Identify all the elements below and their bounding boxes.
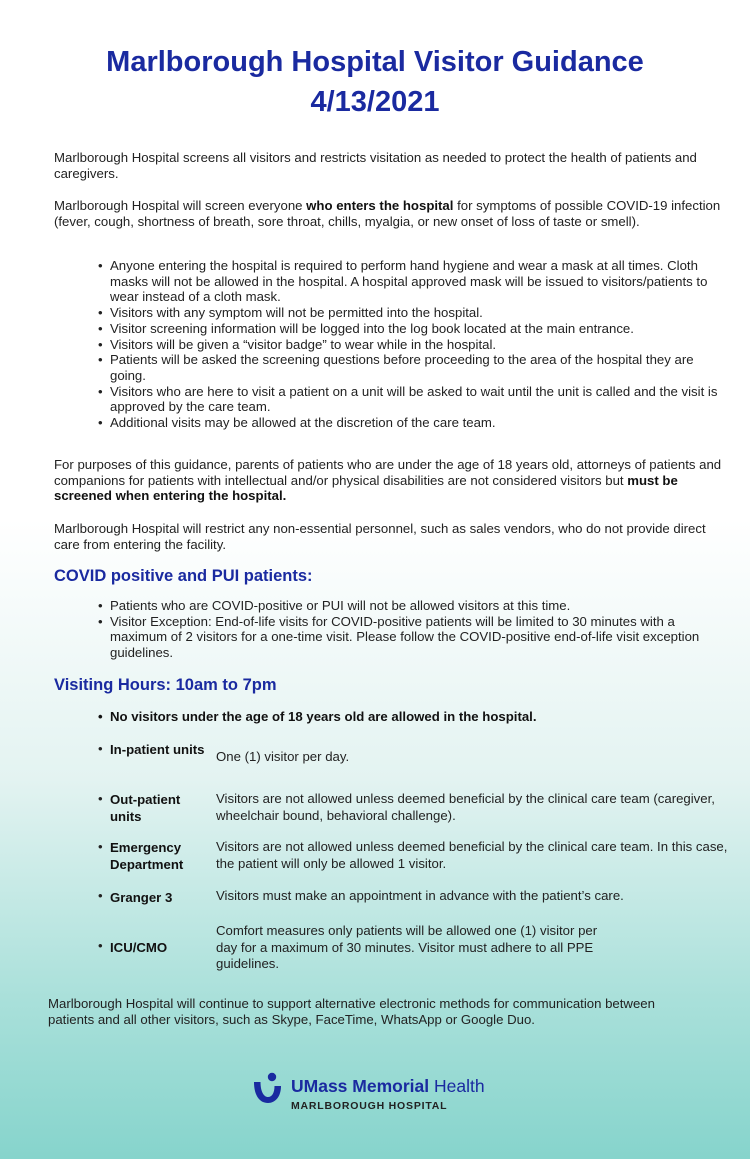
bullet: • [98,839,103,854]
list-item: • Patients will be asked the screening questions before proceeding to the area of the hospital they are going. [98,352,726,383]
covid-rules-list [98,598,726,661]
list-item: • Visitor Exception: End-of-life visits for COVID-positive patients will be limited to 30 minutes with a maximum of 2 visitors for a one-time visit. Please follow the COVID-positive end-of-life visit exception guidelines. [98,614,726,661]
covid-heading: COVID positive and PUI patients: [54,567,313,585]
unit-name: Granger 3 [110,890,173,905]
list-item: • Visitors with any symptom will not be permitted into the hospital. [98,305,726,321]
list-item: • Visitors will be given a “visitor badge” to wear while in the hospital. [98,337,726,353]
age-rule: • No visitors under the age of 18 years old are allowed in the hospital. [98,709,726,725]
umass-memorial-logo [251,1072,511,1116]
unit-rule: Visitors are not allowed unless deemed beneficial by the clinical care team (caregiver, wheelchair bound, behavioral challenge). [216,791,715,823]
purposes-text-bold: must be screened when entering the hospital. [54,472,678,504]
bullet: • [98,741,103,756]
logo-name [291,1076,485,1097]
unit-name: ICU/CMO [110,940,168,955]
screening-text-bold: who enters the hospital [306,198,454,213]
umass-logo-icon [251,1072,285,1106]
unit-name: In-patient units [110,742,205,757]
unit-rule: One (1) visitor per day. [216,749,350,764]
purposes-paragraph [54,457,724,504]
closing-paragraph: Marlborough Hospital will continue to support alternative electronic methods for communication between patients and all other visitors, such as Skype, FaceTime, WhatsApp or Google Duo. [48,996,655,1027]
unit-rule: Comfort measures only patients will be allowed one (1) visitor per day for a maximum of 30 minutes. Visitor must adhere to all PPE guidelines. [216,923,598,971]
list-item: • Visitor screening information will be logged into the log book located at the main entrance. [98,321,726,337]
logo-subtitle: MARLBOROUGH HOSPITAL [291,1100,448,1112]
intro-paragraph: Marlborough Hospital screens all visitors and restricts visitation as needed to protect the health of patients and caregivers. [54,150,697,181]
logo-name-bold: UMass Memorial [291,1076,430,1096]
bullet: • [98,791,103,806]
screening-paragraph [54,198,724,229]
list-item: • Anyone entering the hospital is required to perform hand hygiene and wear a mask at all times. Cloth masks will not be allowed in the hospital. A hospital approved mask will be issued to visitors/patients to wear instead of a cloth mask. [98,258,726,305]
unit-name: Out-patient units [110,792,181,824]
list-item: • Patients who are COVID-positive or PUI will not be allowed visitors at this time. [98,598,726,614]
page-title: Marlborough Hospital Visitor Guidance [106,46,644,78]
list-item: • Additional visits may be allowed at the discretion of the care team. [98,415,726,431]
purposes-text: For purposes of this guidance, parents of patients who are under the age of 18 years old, attorneys of patients and companions for patients with intellectual and/or physical disabilities are not considered visitors but [54,457,722,488]
logo-name-light: Health [433,1076,485,1096]
unit-rule: Visitors are not allowed unless deemed beneficial by the clinical care team. In this case, the patient will only be allowed 1 visitor. [216,839,728,871]
age-rule-list [98,709,726,725]
page-date: 4/13/2021 [310,86,440,118]
visiting-hours-heading: Visiting Hours: 10am to 7pm [54,676,277,694]
list-item: • Visitors who are here to visit a patient on a unit will be asked to wait until the unit is called and the visit is approved by the care team. [98,384,726,415]
general-rules-list [98,258,726,431]
screening-text-2: for symptoms of possible COVID-19 infection (fever, cough, shortness of breath, sore throat, chills, myalgia, or new onset of loss of taste or smell). [54,198,721,229]
bullet: • [98,888,103,903]
restrict-paragraph: Marlborough Hospital will restrict any non-essential personnel, such as sales vendors, who do not provide direct care from entering the facility. [54,521,706,552]
unit-rule: Visitors must make an appointment in advance with the patient’s care. [216,888,624,903]
screening-text-1: Marlborough Hospital will screen everyone [54,198,307,213]
bullet: • [98,938,103,953]
unit-name: Emergency Department [110,840,184,872]
